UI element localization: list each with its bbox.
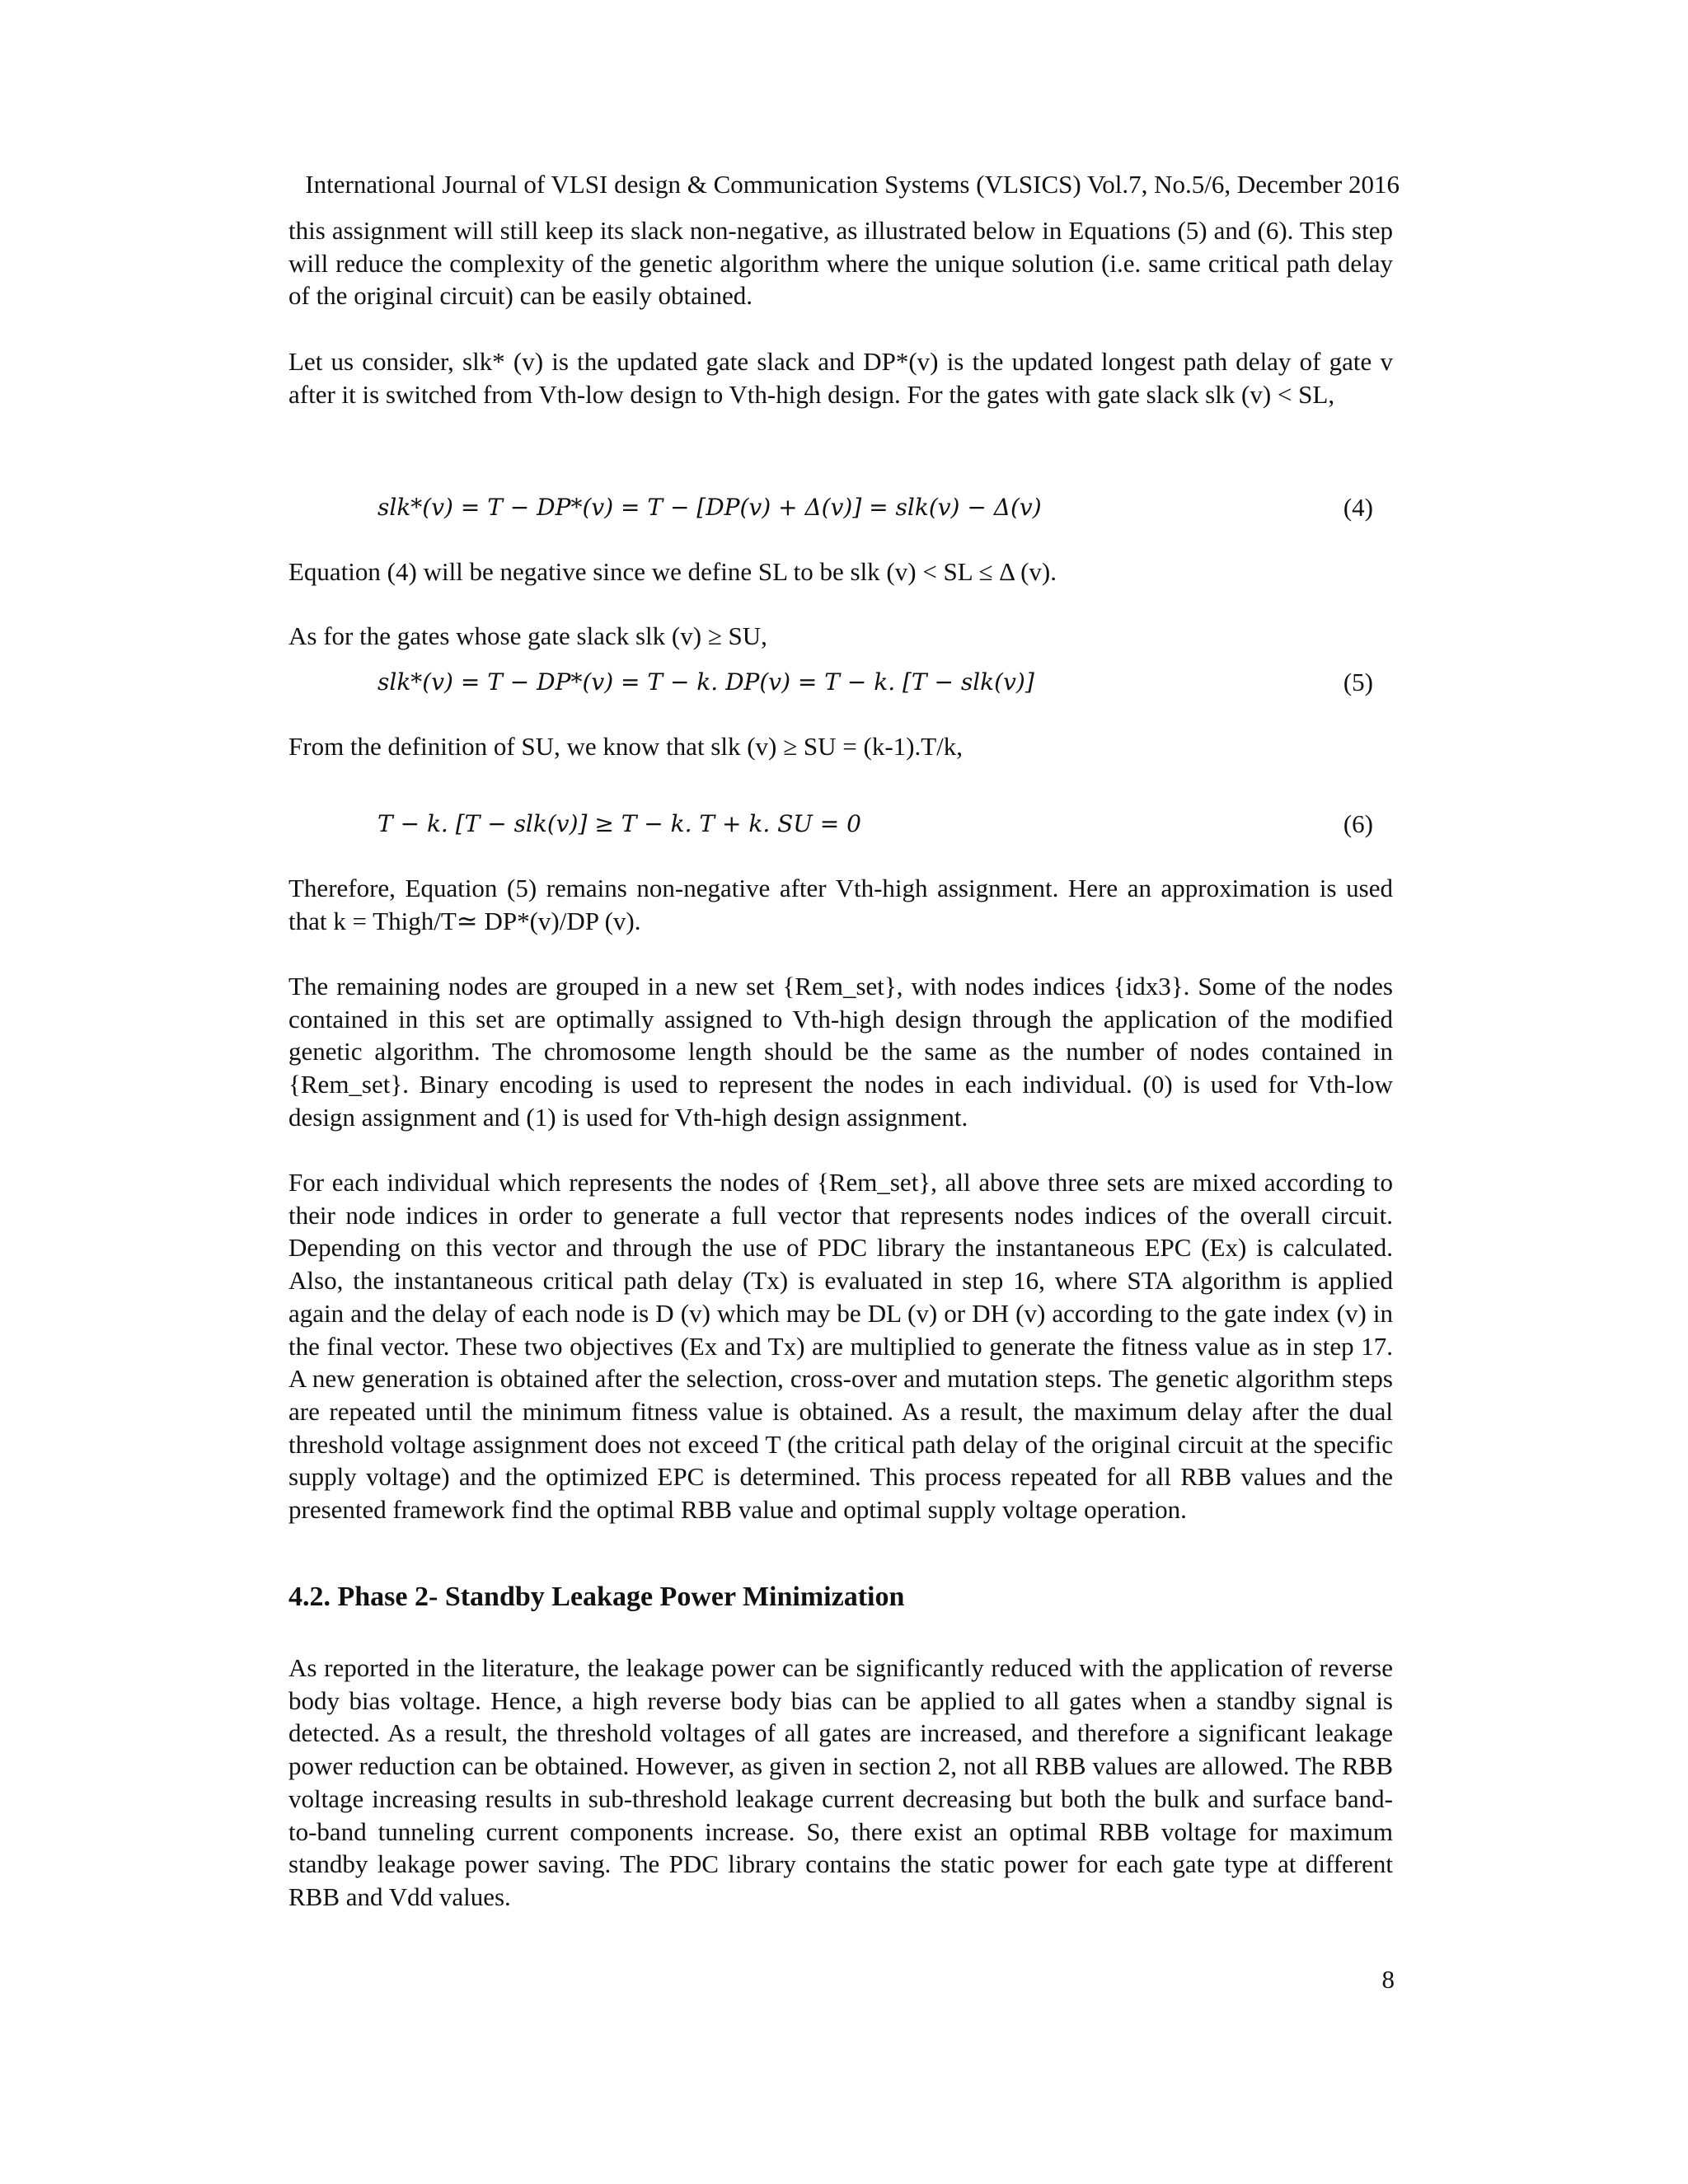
paragraph-therefore: Therefore, Equation (5) remains non-negative after Vth-high assignment. Here an approximation is used that k = Thigh/T≃ DP*(v)/DP (v). [288,874,1393,935]
equation-4-number: (4) [1343,493,1373,522]
paragraph-equation-4-negative: Equation (4) will be negative since we define SL to be slk (v) < SL ≤ Δ (v). [288,557,1057,586]
paragraph-remaining-nodes: The remaining nodes are grouped in a new set {Rem_set}, with nodes indices {idx3}. Some of the nodes contained in this set are optimally assigned to Vth-high design through the application of the modified genetic algorithm. The chromosome length should be the same as the number of nodes contained in {Rem_set}. Binary encoding is used to represent the nodes in each individual. (0) is used for Vth-low design assignment and (1) is used for Vth-high design assignment. [288,972,1393,1132]
running-head: International Journal of VLSI design & Communication Systems (VLSICS) Vol.7, No.5/6, December 2016 [305,170,1400,199]
equation-6-number: (6) [1343,809,1373,838]
page-number: 8 [1381,1965,1395,1994]
paragraph-let-us-consider: Let us consider, slk* (v) is the updated gate slack and DP*(v) is the updated longest path delay of gate v after it is switched from Vth-low design to Vth-high design. For the gates with gate slack slk (v) < SL, [288,347,1393,409]
equation-6: T − k. [T − slk(v)] ≥ T − k. T + k. SU = 0 [377,810,861,837]
paragraph-definition-su: From the definition of SU, we know that slk (v) ≥ SU = (k-1).T/k, [288,732,964,761]
equation-5: slk*(v) = T − DP*(v) = T − k. DP(v) = T − k. [T − slk(v)] [377,668,1034,696]
section-heading: 4.2. Phase 2- Standby Leakage Power Minimization [288,1582,905,1612]
paragraph-reported-literature: As reported in the literature, the leakage power can be significantly reduced with the application of reverse body bias voltage. Hence, a high reverse body bias can be applied to all gates when a standby signal is detected. As a result, the threshold voltages of all gates are increased, and therefore a significant leakage power reduction can be obtained. However, as given in section 2, not all RBB values are allowed. The RBB voltage increasing results in sub-threshold leakage current decreasing but both the bulk and surface band-to-band tunneling current components increase. So, there exist an optimal RBB voltage for maximum standby leakage power saving. The PDC library contains the static power for each gate type at different RBB and Vdd values. [288,1653,1393,1911]
equation-5-number: (5) [1343,668,1373,696]
paragraph-assignment-slack: this assignment will still keep its slack non-negative, as illustrated below in Equations (5) and (6). This step will reduce the complexity of the genetic algorithm where the unique solution (i.e. same critical path delay of the original circuit) can be easily obtained. [288,216,1393,311]
paragraph-each-individual: For each individual which represents the nodes of {Rem_set}, all above three sets are mixed according to their node indices in order to generate a full vector that represents nodes indices of the overall circuit. Depending on this vector and through the use of PDC library the instantaneous EPC (Ex) is calculated. Also, the instantaneous critical path delay (Tx) is evaluated in step 16, where STA algorithm is applied again and the delay of each node is D (v) which may be DL (v) or DH (v) according to the gate index (v) in the final vector. These two objectives (Ex and Tx) are multiplied to generate the fitness value as in step 17. A new generation is obtained after the selection, cross-over and mutation steps. The genetic algorithm steps are repeated until the minimum fitness value is obtained. As a result, the maximum delay after the dual threshold voltage assignment does not exceed T (the critical path delay of the original circuit at the specific supply voltage) and the optimized EPC is determined. This process repeated for all RBB values and the presented framework find the optimal RBB value and optimal supply voltage operation. [288,1168,1393,1525]
equation-4: slk*(v) = T − DP*(v) = T − [DP(v) + Δ(v)] = slk(v) − Δ(v) [377,494,1042,521]
paragraph-gates-slack-su: As for the gates whose gate slack slk (v) ≥ SU, [288,621,767,650]
